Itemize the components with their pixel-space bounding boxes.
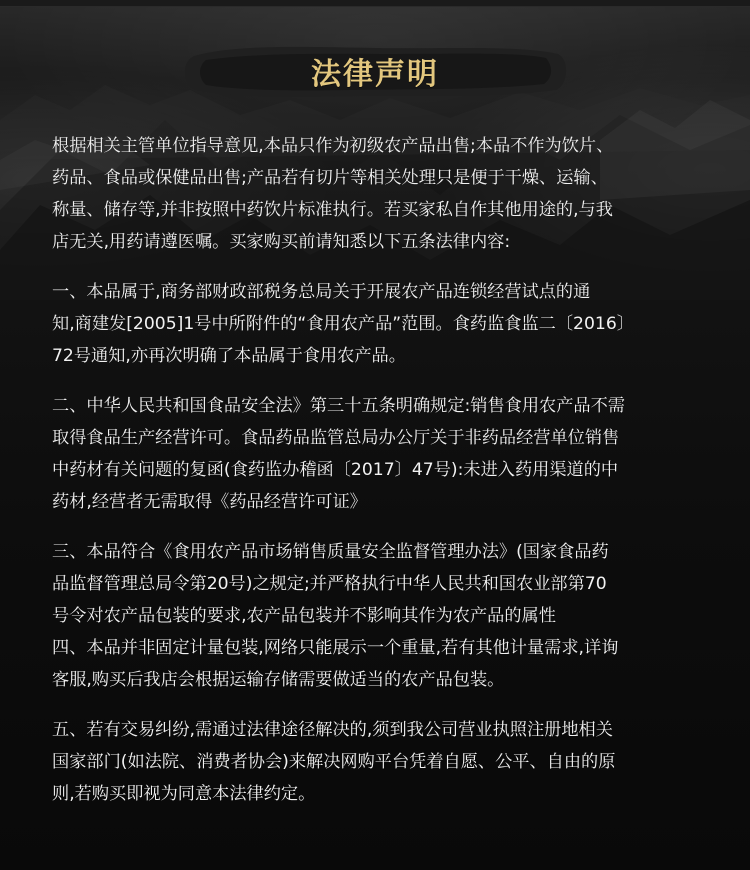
text-line: 取得食品生产经营许可。食品药品监管总局办公厅关于非药品经营单位销售 xyxy=(52,428,620,448)
paragraph-clause-5 xyxy=(52,714,722,810)
text-line: 五、若有交易纠纷,需通过法律途径解决的,须到我公司营业执照注册地相关 xyxy=(52,720,613,740)
text-line: 72号通知,亦再次明确了本品属于食用农产品。 xyxy=(52,346,406,366)
paragraph-clause-2 xyxy=(52,390,722,518)
title-banner xyxy=(176,40,574,102)
text-line: 称量、储存等,并非按照中药饮片标准执行。若买家私自作其他用途的,与我 xyxy=(52,200,613,220)
paragraph-intro xyxy=(52,130,722,258)
paragraph-clause-1 xyxy=(52,276,722,372)
text-line: 四、本品并非固定计量包装,网络只能展示一个重量,若有其他计量需求,详询 xyxy=(52,638,619,658)
text-line: 药品、食品或保健品出售;产品若有切片等相关处理只是便于干燥、运输、 xyxy=(52,168,608,188)
text-line: 三、本品符合《食用农产品市场销售质量安全监督管理办法》(国家食品药 xyxy=(52,542,609,562)
text-line: 国家部门(如法院、消费者协会)来解决网购平台凭着自愿、公平、自由的原 xyxy=(52,752,616,772)
text-line: 中药材有关问题的复函(食药监办稽函〔2017〕47号):未进入药用渠道的中 xyxy=(52,460,619,480)
text-line: 二、中华人民共和国食品安全法》第三十五条明确规定:销售食用农产品不需 xyxy=(52,396,625,416)
text-line: 根据相关主管单位指导意见,本品只作为初级农产品出售;本品不作为饮片、 xyxy=(52,136,614,156)
paragraph-clause-3-4 xyxy=(52,536,722,696)
text-line: 知,商建发[2005]1号中所附件的“食用农产品”范围。食药监食监二〔2016〕 xyxy=(52,314,634,334)
text-line: 则,若购买即视为同意本法律约定。 xyxy=(52,784,316,804)
text-line: 品监督管理总局令第20号)之规定;并严格执行中华人民共和国农业部第70 xyxy=(52,574,607,594)
text-line: 一、本品属于,商务部财政部税务总局关于开展农产品连锁经营试点的通 xyxy=(52,282,591,302)
text-line: 药材,经营者无需取得《药品经营许可证》 xyxy=(52,492,367,512)
text-line: 店无关,用药请遵医嘱。买家购买前请知悉以下五条法律内容: xyxy=(52,232,511,252)
legal-content xyxy=(52,130,722,810)
text-line: 客服,购买后我店会根据运输存储需要做适当的农产品包装。 xyxy=(52,670,505,690)
page-title: 法律声明 xyxy=(311,57,439,92)
text-line: 号令对农产品包装的要求,农产品包装并不影响其作为农产品的属性 xyxy=(52,606,556,626)
